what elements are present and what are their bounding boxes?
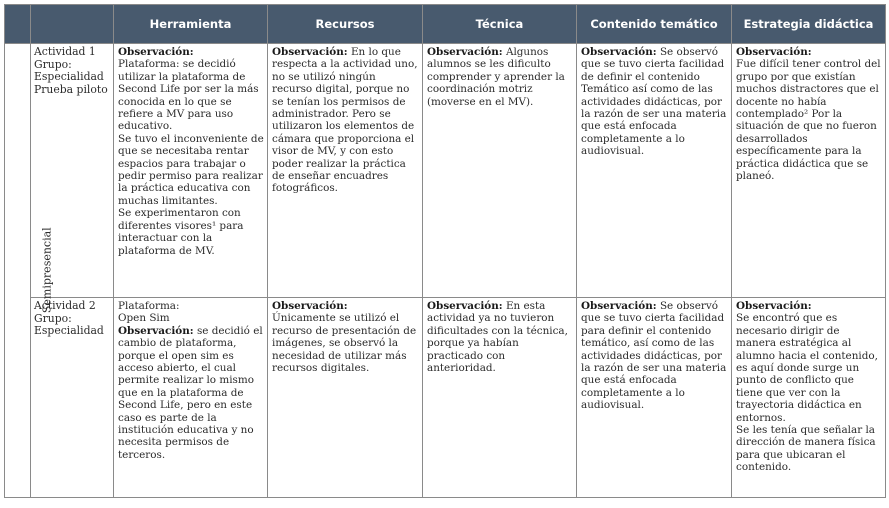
activity-line: Especialidad xyxy=(34,70,104,84)
observation-label: Observación: xyxy=(427,46,503,58)
tecnica-text: En esta actividad ya no tuvieron dificultades con la técnica, porque ya habían practicado con anterioridad. xyxy=(427,300,568,375)
header-herramienta: Herramienta xyxy=(114,5,268,44)
herramienta-paragraph: Se experimentaron con diferentes visores¹ para interactuar con la plataforma de MV. xyxy=(118,207,244,257)
header-row xyxy=(5,5,886,44)
herramienta-cell xyxy=(114,298,268,498)
table-row-activity-1 xyxy=(5,44,886,298)
herramienta-cell xyxy=(114,44,268,298)
observation-label: Observación: xyxy=(581,300,657,312)
observation-label: Observación: xyxy=(581,46,657,58)
observation-label: Observación: xyxy=(736,300,812,312)
observation-label: Observación: xyxy=(118,46,194,58)
estrategia-cell xyxy=(732,298,886,498)
recursos-text: Únicamente se utilizó el recurso de presentación de imágenes, se observó la necesidad de utilizar más recursos digitales. xyxy=(272,312,417,375)
herramienta-paragraph: Plataforma: se decidió utilizar la plataforma de Second Life por ser la más conocida en lo que se refiere a MV para uso educativo. xyxy=(118,58,259,133)
contenido-text: Se observó que se tuvo cierta facilidad para definir el contenido temático, así como de las actividades didácticas, por la razón de ser una materia que está enfocada completamente a lo audiovisual. xyxy=(581,300,727,412)
observation-label: Observación: xyxy=(272,46,348,58)
header-recursos: Recursos xyxy=(268,5,423,44)
activity-line: Grupo: xyxy=(34,57,72,71)
observation-label: Observación: xyxy=(118,324,194,337)
activity-line: Actividad 1 xyxy=(34,45,96,58)
estrategia-paragraph: Se les tenía que señalar la dirección de manera física para que ubicaran el contenido. xyxy=(736,424,876,474)
activity-line: Prueba piloto xyxy=(34,82,108,96)
estrategia-text: Fue difícil tener control del grupo por que existían muchos distractores que el docente no había contemplado² Por la situación de que no fueron desarrollados específicamente para la práctica didáctica que se planeó. xyxy=(736,58,881,183)
platform-prefix: Plataforma: xyxy=(118,300,180,312)
observation-label: Observación: xyxy=(736,46,812,58)
contenido-cell xyxy=(577,298,732,498)
observation-table xyxy=(4,4,886,498)
platform-name: Open Sim xyxy=(118,312,170,325)
observation-label: Observación: xyxy=(272,300,348,312)
table-row-activity-2 xyxy=(5,298,886,498)
herramienta-text: se decidió el cambio de plataforma, porque el open sim es acceso abierto, el cual permite realizar lo mismo que en la plataforma de Second Life, pero en este caso es parte de la institución educativa y no necesita permisos de terceros. xyxy=(118,324,263,461)
activity-cell xyxy=(31,298,114,498)
contenido-cell xyxy=(577,44,732,298)
observation-label: Observación: xyxy=(427,300,503,312)
activity-line: Especialidad xyxy=(34,324,104,338)
corner-cell-activity xyxy=(31,5,114,44)
header-estrategia: Estrategia didáctica xyxy=(732,5,886,44)
herramienta-paragraph: Se tuvo el inconveniente de que se necesitaba rentar espacios para trabajar o pedir permiso para realizar la práctica educativa con muchas limitantes. xyxy=(118,132,264,207)
tecnica-cell xyxy=(423,44,577,298)
estrategia-paragraph: Se encontró que es necesario dirigir de manera estratégica al alumno hacia el contenido, es aquí donde surge un punto de conflicto que tiene que ver con la trayectoria didáctica en entornos. xyxy=(736,312,878,424)
recursos-cell xyxy=(268,298,423,498)
activity-line: Actividad 2 xyxy=(34,299,96,312)
modality-label: Semipresencial xyxy=(40,227,54,314)
estrategia-cell xyxy=(732,44,886,298)
corner-cell xyxy=(5,5,31,44)
tecnica-text: Algunos alumnos se les dificulto comprender y aprender la coordinación motriz (moverse en el MV). xyxy=(427,46,565,108)
recursos-text: En lo que respecta a la actividad uno, no se utilizó ningún recurso digital, porque no se tenían los permisos de administrador. Pero se utilizaron los elementos de cámara que proporciona el visor de MV, y con esto poder realizar la práctica de enseñar encuadres fotográficos. xyxy=(272,46,418,195)
activity-line: Grupo: xyxy=(34,311,72,325)
contenido-text: Se observó que se tuvo cierta facilidad de definir el contenido Temático así como de las actividades didácticas, por la razón de ser una materia que está enfocada completamente a lo audiovisual. xyxy=(581,46,727,158)
header-contenido: Contenido temático xyxy=(577,5,732,44)
header-tecnica: Técnica xyxy=(423,5,577,44)
recursos-cell xyxy=(268,44,423,298)
tecnica-cell xyxy=(423,298,577,498)
